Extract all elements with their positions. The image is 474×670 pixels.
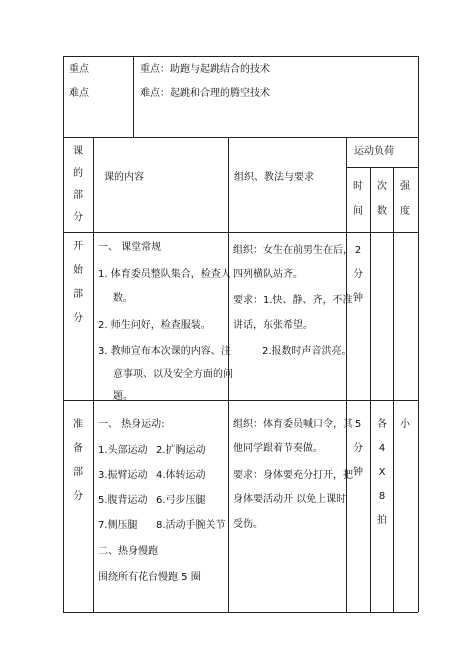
- header-part-char: 分: [73, 212, 83, 223]
- header-time-char: 间: [353, 206, 363, 217]
- header-count-char: 次: [377, 181, 387, 192]
- line-time-split: [370, 167, 371, 612]
- time-char: 分: [353, 443, 363, 454]
- content-line: 8.活动手腕关节: [156, 520, 226, 531]
- part-char: 备: [73, 443, 83, 454]
- line-load-split: [346, 167, 418, 168]
- line-below-header: [63, 232, 418, 233]
- header-content: 课的内容: [104, 172, 144, 183]
- header-part-char: 部: [73, 190, 83, 201]
- time-char: 分: [353, 269, 363, 280]
- content-line: 1.头部运动: [98, 445, 148, 456]
- content-line: 3. 教师宣布本次课的内容、注: [98, 346, 231, 357]
- line-count-split: [393, 167, 394, 612]
- part-char: 分: [73, 491, 83, 502]
- content-line: 一、 课堂常规: [98, 242, 162, 253]
- line-method-split: [346, 137, 347, 612]
- content-line: 3.振臂运动: [98, 470, 148, 481]
- part-char: 分: [73, 313, 83, 324]
- count-char: X: [378, 467, 386, 478]
- method-line: 他同学跟着节奏做。: [233, 443, 323, 454]
- line-part-split: [93, 137, 94, 612]
- header-part-char: 的: [73, 168, 83, 179]
- method-line: 要求：1.快、静、齐，不准: [233, 295, 353, 306]
- header-method: 组织、教法与要求: [234, 172, 314, 183]
- count-char: 拍: [377, 515, 387, 526]
- header-load: 运动负荷: [354, 146, 394, 157]
- intensity-char: 小: [400, 419, 410, 430]
- method-line: 组织：体育委员喊口令，其: [233, 419, 353, 430]
- content-line: 4.体转运动: [156, 470, 206, 481]
- count-char: 8: [378, 491, 386, 502]
- line-focus-split: [133, 56, 134, 137]
- line-right: [418, 56, 419, 612]
- content-line: 2. 师生问好，检查服装。: [98, 320, 211, 331]
- time-char: 钟: [353, 467, 363, 478]
- line-bottom: [63, 612, 418, 613]
- count-char: 4: [378, 443, 386, 454]
- content-line: 数。: [113, 293, 133, 304]
- focus-header-1: 重点: [69, 64, 89, 75]
- part-char: 开: [73, 241, 83, 252]
- method-line: 组织：女生在前男生在后，: [233, 245, 353, 256]
- header-intensity-char: 度: [400, 206, 410, 217]
- part-char: 部: [73, 289, 83, 300]
- content-line: 一、 热身运动:: [98, 419, 165, 430]
- content-line: 围绕所有花台慢跑 5 圈: [98, 572, 201, 583]
- part-char: 部: [73, 467, 83, 478]
- header-part-char: 课: [73, 146, 83, 157]
- count-char: 各: [377, 419, 387, 430]
- header-intensity-char: 强: [400, 181, 410, 192]
- content-line: 5.腹背运动: [98, 495, 148, 506]
- method-line: 四列横队站齐。: [233, 269, 303, 280]
- focus-header-2: 难点: [69, 88, 89, 99]
- content-line: 2.扩胸运动: [156, 445, 206, 456]
- content-line: 1. 体育委员整队集合，检查人: [98, 269, 231, 280]
- method-line: 受伤。: [233, 519, 263, 530]
- method-line: 要求：身体要充分打开，把: [233, 470, 353, 481]
- difficult-point-text: 难点：起跳和合理的腾空技术: [140, 88, 270, 99]
- method-line: 身体要活动开 以免上课时: [233, 494, 347, 505]
- method-line: 2.报数时声音洪亮。: [262, 346, 352, 357]
- content-line: 意事项、以及安全方面的问: [113, 369, 233, 380]
- content-line: 二、热身慢跑: [98, 546, 158, 557]
- content-line: 题。: [113, 391, 133, 402]
- line-top: [63, 56, 418, 57]
- part-char: 准: [73, 419, 83, 430]
- part-char: 始: [73, 265, 83, 276]
- time-char: 5: [354, 419, 362, 430]
- header-count-char: 数: [377, 206, 387, 217]
- line-below-focus: [63, 137, 418, 138]
- key-point-text: 重点：助跑与起跳结合的技术: [140, 64, 270, 75]
- line-left: [63, 56, 64, 612]
- method-line: 讲话，东张希望。: [233, 320, 313, 331]
- content-line: 7.侧压腿: [98, 520, 138, 531]
- header-time-char: 时: [353, 181, 363, 192]
- time-char: 2: [354, 245, 362, 256]
- time-char: 钟: [353, 293, 363, 304]
- content-line: 6.弓步压腿: [156, 495, 206, 506]
